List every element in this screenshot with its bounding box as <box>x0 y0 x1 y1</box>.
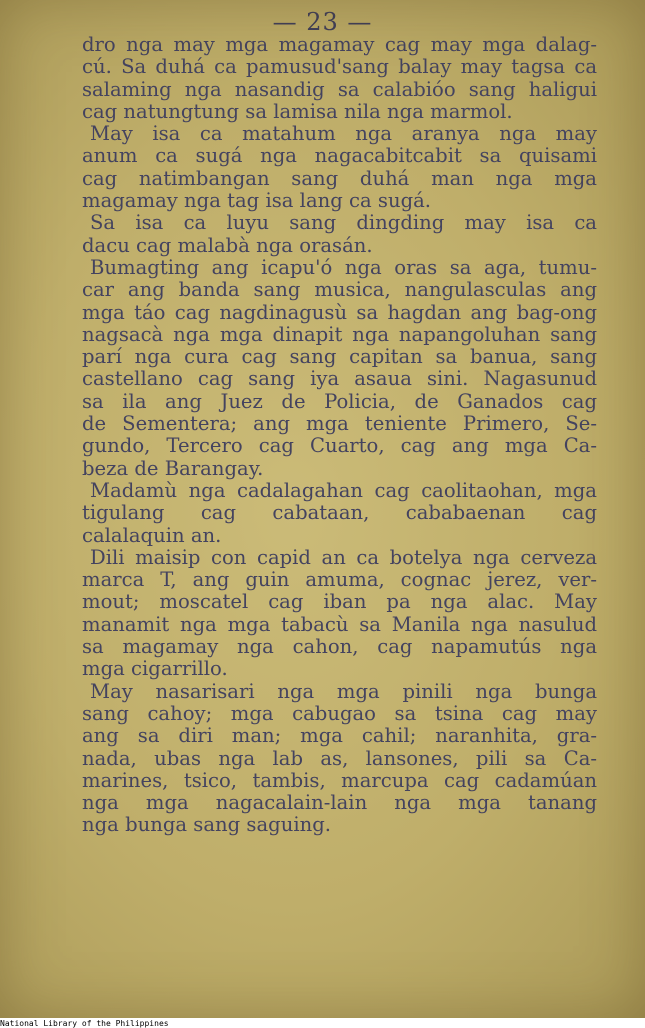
text-line: ang sa diri man; mga cahil; naranhita, gra- <box>82 724 597 748</box>
text-line: castellano cag sang iya asaua sini. Nagasunud <box>82 367 597 391</box>
text-line: cag natungtung sa lamisa nila nga marmol. <box>82 99 513 123</box>
text-line: Bumagting ang icapu'ó nga oras sa aga, tumu- <box>90 255 597 279</box>
text-line: nga mga nagacalain-lain nga mga tanang <box>82 791 597 815</box>
text-line: Sa isa ca luyu sang dingding may isa ca <box>90 211 597 235</box>
page-number: — 23 — <box>272 8 373 36</box>
text-line: dro nga may mga magamay cag may mga dalag- <box>82 33 597 56</box>
text-line: marca T, ang guin amuma, cognac jerez, ver- <box>82 568 597 592</box>
body-text <box>82 34 597 837</box>
text-line: nada, ubas nga lab as, lansones, pili sa Ca- <box>82 746 597 770</box>
text-line: gundo, Tercero cag Cuarto, cag ang mga Ca- <box>82 434 597 458</box>
text-line: sa ila ang Juez de Policia, de Ganados cag <box>82 389 597 413</box>
library-credit: National Library of the Philippines <box>0 1019 169 1028</box>
text-line: parí nga cura cag sang capitan sa banua, sang <box>82 345 597 369</box>
text-line: nagsacà nga mga dinapit nga napangoluhan sang <box>82 322 597 346</box>
text-line: mga táo cag nagdinagusù sa hagdan ang bag-ong <box>82 300 597 324</box>
text-line: May isa ca matahum nga aranya nga may <box>90 122 597 146</box>
text-line: manamit nga mga tabacù sa Manila nga nasulud <box>82 612 597 636</box>
text-line: sa magamay nga cahon, cag napamutús nga <box>82 635 597 659</box>
text-line: Dili maisip con capid an ca botelya nga cerveza <box>90 545 597 569</box>
text-line: sang cahoy; mga cabugao sa tsina cag may <box>82 701 597 725</box>
text-line: salaming nga nasandig sa calabióo sang haligui <box>82 77 597 101</box>
text-line: beza de Barangay. <box>82 456 264 480</box>
text-line: cag natimbangan sang duhá man nga mga <box>82 166 597 190</box>
text-line: nga bunga sang saguing. <box>82 813 331 837</box>
text-line: mout; moscatel cag iban pa nga alac. May <box>82 590 597 614</box>
text-line: cú. Sa duhá ca pamusud'sang balay may tagsa ca <box>82 55 597 79</box>
text-line: magamay nga tag isa lang ca sugá. <box>82 189 432 213</box>
text-line: anum ca sugá nga nagacabitcabit sa quisami <box>82 144 597 168</box>
text-line: de Sementera; ang mga teniente Primero, Se- <box>82 412 597 436</box>
text-line: tigulang cag cabataan, cababaenan cag <box>82 501 597 525</box>
text-line: Madamù nga cadalagahan cag caolitaohan, mga <box>90 478 597 502</box>
text-line: May nasarisari nga mga pinili nga bunga <box>90 679 597 703</box>
text-line: dacu cag malabà nga orasán. <box>82 233 373 257</box>
text-line: calalaquin an. <box>82 523 222 547</box>
text-line: mga cigarrillo. <box>82 657 228 681</box>
text-line: car ang banda sang musica, nangulasculas ang <box>82 278 597 302</box>
text-line: marines, tsico, tambis, marcupa cag cadamúan <box>82 768 597 792</box>
